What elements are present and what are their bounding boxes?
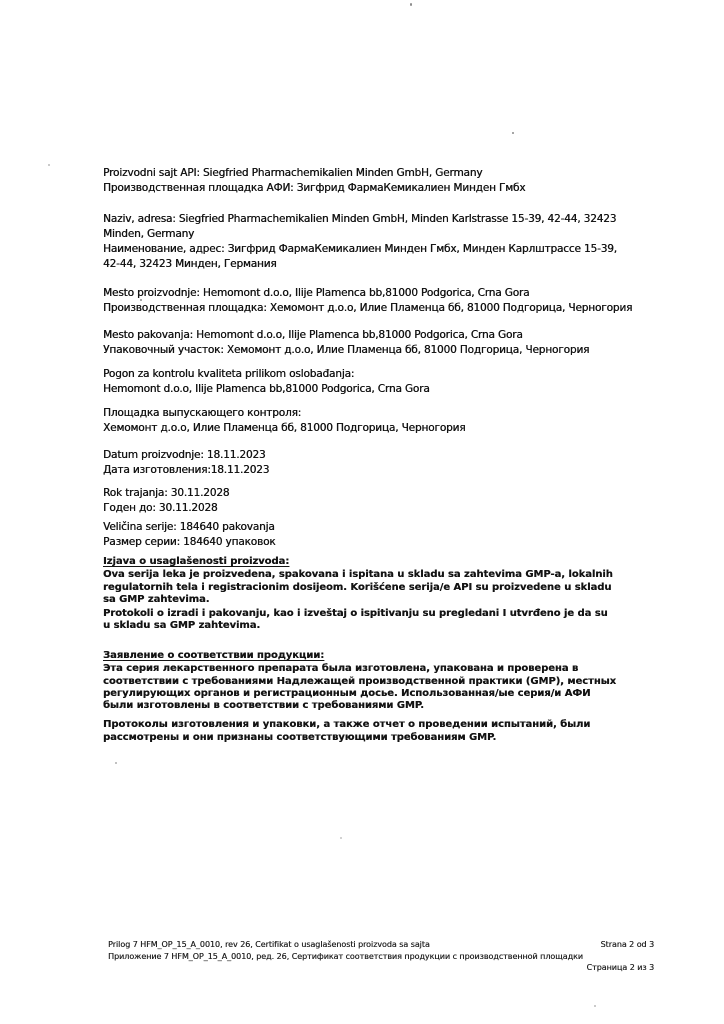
text-line: Упаковочный участок: Хемомонт д.о.о, Илие Пламенца бб, 81000 Подгорица, Черногория xyxy=(103,344,590,356)
footer-line-1 xyxy=(108,939,654,951)
text-line: sa GMP zahtevima. xyxy=(103,593,210,605)
page-number-ru: Страница 2 из 3 xyxy=(586,963,654,972)
text-line: Minden, Germany xyxy=(103,228,195,240)
text-line: Protokoli o izradi i pakovanju, kao i izveštaj o ispitivanju su pregledani I utvrđeno je da su xyxy=(103,608,608,620)
text-line: 42-44, 32423 Минден, Германия xyxy=(103,258,277,270)
text-line: Годен до: 30.11.2028 xyxy=(103,502,218,514)
api-site-paragraph xyxy=(103,166,663,196)
text-line: regulatornih tela i registracionim dosijeom. Korišćene serija/e API su proizvedene u skladu xyxy=(103,581,612,593)
text-line: Ova serija leka je proizvedena, spakovana i ispitana u skladu sa zahtevima GMP-a, lokalnih xyxy=(103,569,613,581)
text-line: Протоколы изготовления и упаковки, а также отчет о проведении испытаний, были xyxy=(103,719,591,731)
text-line: Дата изготовления:18.11.2023 xyxy=(103,464,270,476)
footer-document-reference-ru: Приложение 7 HFM_OP_15_A_0010, ред. 26, Сертификат соответствия продукции с производственной площадки xyxy=(108,951,583,961)
text-line: Rok trajanja: 30.11.2028 xyxy=(103,487,230,499)
production-site-paragraph xyxy=(103,286,663,316)
conformity-statement-sr xyxy=(103,556,663,633)
text-line: регулирующих органов и регистрационным досье. Использованная/ые серия/и АФИ xyxy=(103,687,591,699)
page-footer xyxy=(108,939,654,974)
text-line: Производственная площадка: Хемомонт д.о.о, Илие Пламенца бб, 81000 Подгорица, Черногория xyxy=(103,302,633,314)
text-line: Хемомонт д.о.о, Илие Пламенца бб, 81000 Подгорица, Черногория xyxy=(103,422,466,434)
text-line: Площадка выпускающего контроля: xyxy=(103,407,302,419)
page-number-sr: Strana 2 od 3 xyxy=(600,940,654,949)
conformity-statement-ru xyxy=(103,650,663,744)
scan-speck xyxy=(140,299,142,301)
qc-release-site-ru-paragraph xyxy=(103,406,663,436)
manufacture-date-paragraph xyxy=(103,448,663,478)
text-line: Размер серии: 184640 упаковок xyxy=(103,536,276,548)
batch-size-paragraph xyxy=(103,520,663,550)
text-line: Datum proizvodnje: 18.11.2023 xyxy=(103,449,266,461)
text-line: рассмотрены и они признаны соответствующими требованиям GMP. xyxy=(103,731,497,743)
scan-speck xyxy=(594,1005,596,1007)
text-line: соответствии с требованиями Надлежащей производственной практики (GMP), местных xyxy=(103,675,617,687)
text-line: Hemomont d.o.o, Ilije Plamenca bb,81000 Podgorica, Crna Gora xyxy=(103,383,430,395)
expiry-date-paragraph xyxy=(103,486,663,516)
scan-speck xyxy=(340,837,342,839)
scan-speck xyxy=(115,762,117,764)
text-line: Naziv, adresa: Siegfried Pharmachemikalien Minden GmbH, Minden Karlstrasse 15-39, 42-44, 32423 xyxy=(103,213,617,225)
text-line: Эта серия лекарственного препарата была изготовлена, упакована и проверена в xyxy=(103,663,579,675)
qc-release-site-sr-paragraph xyxy=(103,367,663,397)
text-line: Наименование, адрес: Зигфрид ФармаКемикалиен Минден Гмбх, Минден Карлштрассе 15-39, xyxy=(103,243,617,255)
text-line: Mesto proizvodnje: Hemomont d.o.o, Ilije Plamenca bb,81000 Podgorica, Crna Gora xyxy=(103,287,530,299)
packaging-site-paragraph xyxy=(103,328,663,358)
text-line: Производственная площадка АФИ: Зигфрид ФармаКемикалиен Минден Гмбх xyxy=(103,182,526,194)
text-line: Veličina serije: 184640 pakovanja xyxy=(103,521,275,533)
text-line: Pogon za kontrolu kvaliteta prilikom oslobađanja: xyxy=(103,368,355,380)
text-line: были изготовлены в соответствии с требованиями GMP. xyxy=(103,700,424,712)
scan-speck xyxy=(48,164,50,166)
manufacturer-name-address-paragraph xyxy=(103,212,663,272)
scan-speck xyxy=(410,3,412,6)
statement-heading: Izjava o usaglašenosti proizvoda: xyxy=(103,556,290,567)
text-line: Proizvodni sajt API: Siegfried Pharmachemikalien Minden GmbH, Germany xyxy=(103,167,483,179)
text-line: u skladu sa GMP zahtevima. xyxy=(103,620,261,632)
scan-speck xyxy=(512,132,514,134)
footer-document-reference-sr: Prilog 7 HFM_OP_15_A_0010, rev 26, Certifikat o usaglašenosti proizvoda sa sajta xyxy=(108,940,430,949)
statement-heading: Заявление о соответствии продукции: xyxy=(103,650,325,661)
text-line: Mesto pakovanja: Hemomont d.o.o, Ilije Plamenca bb,81000 Podgorica, Crna Gora xyxy=(103,329,523,341)
